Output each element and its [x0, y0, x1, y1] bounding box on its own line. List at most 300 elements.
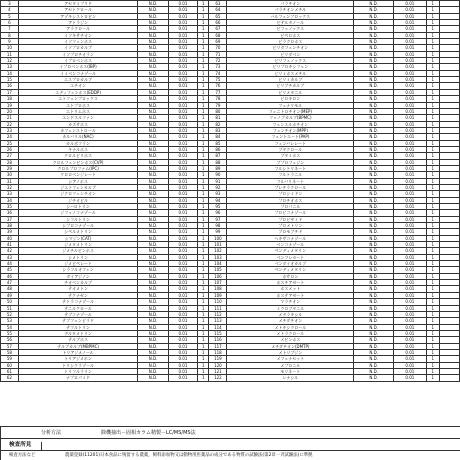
result-value: N.D. [138, 96, 169, 102]
result-value: N.D. [354, 349, 393, 355]
unit-flag: 1 [426, 311, 439, 317]
unit-flag: 1 [198, 134, 209, 140]
result-value: N.D. [138, 299, 169, 305]
compound-name: イプロベンホス [18, 58, 138, 64]
compound-name: クロルピリホス [18, 153, 138, 159]
item-number: 58 [1, 349, 19, 355]
compound-name: メビンホス [227, 337, 354, 343]
unit-flag: 1 [198, 39, 209, 45]
item-number: 38 [1, 223, 19, 229]
compound-name: カフェンストロール [18, 127, 138, 133]
item-number: 34 [1, 197, 19, 203]
result-value: N.D. [354, 368, 393, 374]
result-value: N.D. [354, 191, 393, 197]
result-value: N.D. [354, 356, 393, 362]
compound-name: メタラキシル [227, 311, 354, 317]
result-value: N.D. [354, 153, 393, 159]
compound-name: メチダチオン [227, 318, 354, 324]
result-value: N.D. [354, 134, 393, 140]
compound-name: パラチオン [227, 1, 354, 7]
item-number: 5 [1, 13, 19, 19]
unit-flag: 1 [198, 324, 209, 330]
detection-limit: 0.01 [393, 375, 426, 381]
detection-limit: 0.01 [393, 223, 426, 229]
detection-limit: 0.01 [168, 7, 197, 13]
result-value: N.D. [354, 223, 393, 229]
item-number: 100 [209, 235, 227, 241]
compound-name: フルトラニル [227, 172, 354, 178]
item-number: 88 [209, 159, 227, 165]
result-value: N.D. [354, 318, 393, 324]
detection-limit: 0.01 [393, 77, 426, 83]
item-number: 56 [1, 337, 19, 343]
item-number: 110 [209, 299, 227, 305]
compound-name: ヘキサコナゾール [227, 235, 354, 241]
result-value: N.D. [354, 184, 393, 190]
detection-limit: 0.01 [168, 70, 197, 76]
result-value: N.D. [138, 127, 169, 133]
detection-limit: 0.01 [168, 368, 197, 374]
compound-name: プロピコナゾール [227, 210, 354, 216]
item-number: 71 [209, 51, 227, 57]
unit-flag: 1 [426, 267, 439, 273]
detection-limit: 0.01 [393, 362, 426, 368]
detection-limit: 0.01 [393, 178, 426, 184]
compound-name: クロロベンジレート [18, 172, 138, 178]
item-number: 66 [209, 20, 227, 26]
result-value: N.D. [354, 64, 393, 70]
unit-flag: 1 [426, 261, 439, 267]
item-number: 103 [209, 254, 227, 260]
detection-limit: 0.01 [168, 261, 197, 267]
unit-flag: 1 [198, 58, 209, 64]
compound-name: カズサホス [18, 121, 138, 127]
detection-limit: 0.01 [168, 77, 197, 83]
detection-limit: 0.01 [393, 153, 426, 159]
compound-name: ジエトフェンカルブ [18, 184, 138, 190]
compound-name: メプロニル [227, 362, 354, 368]
compound-name: メトリブジン [227, 349, 354, 355]
compound-name: ブロモブチド [227, 229, 354, 235]
compound-name: メチダチオン(DMTP) [227, 343, 354, 349]
item-number: 106 [209, 273, 227, 279]
unit-flag: 1 [426, 299, 439, 305]
unit-flag: 1 [198, 292, 209, 298]
item-number: 76 [209, 83, 227, 89]
item-number: 112 [209, 311, 227, 317]
item-number: 55 [1, 330, 19, 336]
compound-name: ピラクロホス [227, 39, 354, 45]
unit-flag: 1 [198, 318, 209, 324]
item-number: 40 [1, 235, 19, 241]
result-value: N.D. [138, 7, 169, 13]
detection-limit: 0.01 [393, 121, 426, 127]
compound-name: アラクロール [18, 26, 138, 32]
result-value: N.D. [354, 146, 393, 152]
item-number: 29 [1, 165, 19, 171]
item-number: 75 [209, 77, 227, 83]
detection-limit: 0.01 [393, 165, 426, 171]
compound-name: ホスチアゼート [227, 280, 354, 286]
result-value: N.D. [138, 115, 169, 121]
compound-name: エディフェンホス(EDDP) [18, 89, 138, 95]
detection-limit: 0.01 [168, 311, 197, 317]
item-number: 108 [209, 286, 227, 292]
detection-limit: 0.01 [168, 153, 197, 159]
compound-name: フルバリネート [227, 178, 354, 184]
result-value: N.D. [354, 20, 393, 26]
item-number: 3 [1, 1, 19, 7]
result-value: N.D. [138, 32, 169, 38]
detection-limit: 0.01 [393, 216, 426, 222]
detection-limit: 0.01 [168, 210, 197, 216]
compound-name: ホスメット [227, 286, 354, 292]
compound-name: メトラクロール [227, 330, 354, 336]
compound-name: プロメトリン [227, 223, 354, 229]
detection-limit: 0.01 [393, 89, 426, 95]
unit-flag: 1 [426, 254, 439, 260]
unit-flag: 1 [426, 83, 439, 89]
detection-limit: 0.01 [168, 13, 197, 19]
compound-name: フェンスルホチオン [227, 121, 354, 127]
result-value: N.D. [354, 292, 393, 298]
detection-limit: 0.01 [393, 26, 426, 32]
compound-name: ジフェノコナゾール [18, 210, 138, 216]
compound-name: ピリフェノックス [227, 58, 354, 64]
unit-flag: 1 [426, 26, 439, 32]
unit-flag: 1 [198, 13, 209, 19]
unit-flag: 1 [198, 254, 209, 260]
unit-flag: 1 [426, 305, 439, 311]
result-value: N.D. [138, 140, 169, 146]
result-value: N.D. [138, 356, 169, 362]
unit-flag: 1 [426, 362, 439, 368]
detection-limit: 0.01 [393, 127, 426, 133]
detection-limit: 0.01 [168, 337, 197, 343]
result-value: N.D. [354, 178, 393, 184]
unit-flag: 1 [426, 70, 439, 76]
compound-name: ピリメタニル [227, 89, 354, 95]
unit-flag: 1 [198, 121, 209, 127]
findings-field [41, 442, 460, 450]
detection-limit: 0.01 [168, 197, 197, 203]
item-number: 63 [209, 1, 227, 7]
unit-flag: 1 [198, 223, 209, 229]
compound-name: シフルトリン [18, 216, 138, 222]
item-number: 15 [1, 77, 19, 83]
unit-flag: 1 [198, 299, 209, 305]
result-value: N.D. [354, 102, 393, 108]
result-value: N.D. [138, 77, 169, 83]
unit-flag: 1 [426, 159, 439, 165]
compound-name: フェントエート(PAP) [227, 134, 354, 140]
item-number: 13 [1, 64, 19, 70]
result-value: N.D. [354, 77, 393, 83]
unit-flag: 1 [198, 242, 209, 248]
unit-flag: 1 [426, 248, 439, 254]
item-number: 31 [1, 178, 19, 184]
unit-flag: 1 [198, 127, 209, 133]
result-value: N.D. [138, 58, 169, 64]
item-number: 8 [1, 32, 19, 38]
result-value: N.D. [354, 70, 393, 76]
unit-flag: 1 [198, 191, 209, 197]
compound-name: シメトリン [18, 254, 138, 260]
item-number: 65 [209, 13, 227, 19]
detection-limit: 0.01 [168, 223, 197, 229]
detection-limit: 0.01 [393, 45, 426, 51]
result-value: N.D. [354, 311, 393, 317]
item-number: 92 [209, 184, 227, 190]
compound-name: ピロキロン [227, 96, 354, 102]
item-number: 118 [209, 349, 227, 355]
detection-limit: 0.01 [393, 134, 426, 140]
compound-name: エスプロカルブ [18, 77, 138, 83]
result-value: N.D. [354, 13, 393, 19]
unit-flag: 1 [426, 77, 439, 83]
item-number: 50 [1, 299, 19, 305]
item-number: 102 [209, 248, 227, 254]
item-number: 51 [1, 305, 19, 311]
result-value: N.D. [354, 299, 393, 305]
unit-flag: 1 [198, 356, 209, 362]
result-value: N.D. [138, 261, 169, 267]
result-value: N.D. [354, 96, 393, 102]
detection-limit: 0.01 [168, 273, 197, 279]
result-value: N.D. [138, 254, 169, 260]
unit-flag: 1 [426, 324, 439, 330]
compound-name: ピリダベン [227, 51, 354, 57]
item-number: 19 [1, 102, 19, 108]
unit-flag: 1 [198, 89, 209, 95]
item-number: 99 [209, 229, 227, 235]
unit-flag: 1 [426, 286, 439, 292]
item-number: 119 [209, 356, 227, 362]
unit-flag: 1 [198, 140, 209, 146]
result-value: N.D. [138, 70, 169, 76]
item-number: 96 [209, 210, 227, 216]
unit-flag: 1 [198, 349, 209, 355]
result-value: N.D. [354, 286, 393, 292]
item-number: 32 [1, 184, 19, 190]
compound-name: フェナリモル [227, 102, 354, 108]
unit-flag: 1 [426, 96, 439, 102]
item-number: 7 [1, 26, 19, 32]
compound-name: クロルフェンビンホス(CVP) [18, 159, 138, 165]
findings-label: 検査所見 [9, 442, 32, 448]
detection-limit: 0.01 [393, 197, 426, 203]
compound-name: レナシル [227, 375, 354, 381]
detection-limit: 0.01 [393, 20, 426, 26]
detection-limit: 0.01 [393, 146, 426, 152]
compound-name: ビフェノックス [227, 26, 354, 32]
compound-name: クロルプロファム(IPC) [18, 165, 138, 171]
item-number: 104 [209, 261, 227, 267]
compound-name: シラフルオフェン [18, 267, 138, 273]
detection-limit: 0.01 [393, 13, 426, 19]
result-value: N.D. [138, 178, 169, 184]
result-value: N.D. [138, 153, 169, 159]
unit-flag: 1 [426, 229, 439, 235]
compound-name: カルバリル(NAC) [18, 134, 138, 140]
result-value: N.D. [354, 210, 393, 216]
item-number: 80 [209, 108, 227, 114]
compound-name: ビテルタノール [227, 20, 354, 26]
unit-flag: 1 [198, 184, 209, 190]
compound-name: イミベンコナゾール [18, 70, 138, 76]
result-value: N.D. [138, 324, 169, 330]
unit-flag: 1 [426, 13, 439, 19]
item-number: 57 [1, 343, 19, 349]
compound-name: ベンダイオカルブ [227, 261, 354, 267]
compound-name: ペンディメタリン [227, 267, 354, 273]
item-number: 117 [209, 343, 227, 349]
result-value: N.D. [138, 191, 169, 197]
detection-limit: 0.01 [393, 191, 426, 197]
detection-limit: 0.01 [393, 292, 426, 298]
compound-name: マラチオン [227, 299, 354, 305]
compound-name: トリアジメホン [18, 356, 138, 362]
unit-flag: 1 [198, 20, 209, 26]
unit-flag: 1 [198, 26, 209, 32]
item-number: 37 [1, 216, 19, 222]
compound-name: ピリダフェンチオン [227, 45, 354, 51]
item-number: 44 [1, 261, 19, 267]
detection-limit: 0.01 [393, 96, 426, 102]
result-value: N.D. [354, 83, 393, 89]
detection-limit: 0.01 [393, 299, 426, 305]
item-number: 70 [209, 45, 227, 51]
detection-limit: 0.01 [393, 7, 426, 13]
unit-flag: 1 [198, 51, 209, 57]
item-number: 64 [209, 7, 227, 13]
detection-limit: 0.01 [168, 39, 197, 45]
detection-limit: 0.01 [168, 324, 197, 330]
compound-name: フェンチオン(MPP) [227, 127, 354, 133]
detection-limit: 0.01 [168, 184, 197, 190]
result-value: N.D. [354, 235, 393, 241]
result-value: N.D. [138, 248, 169, 254]
item-number: 10 [1, 45, 19, 51]
unit-flag: 1 [426, 273, 439, 279]
compound-name: シハロトリン [18, 204, 138, 210]
detection-limit: 0.01 [168, 356, 197, 362]
compound-name: シプロコナゾール [18, 223, 138, 229]
result-value: N.D. [354, 121, 393, 127]
result-value: N.D. [138, 267, 169, 273]
compound-name: エチオン [18, 83, 138, 89]
item-number: 67 [209, 26, 227, 32]
detection-limit: 0.01 [393, 70, 426, 76]
compound-name: デルタメトリン [18, 330, 138, 336]
item-number: 23 [1, 127, 19, 133]
unit-flag: 1 [426, 280, 439, 286]
unit-flag: 1 [198, 83, 209, 89]
result-value: N.D. [138, 318, 169, 324]
item-number: 111 [209, 305, 227, 311]
unit-flag: 1 [426, 191, 439, 197]
result-value: N.D. [354, 32, 393, 38]
result-value: N.D. [138, 229, 169, 235]
unit-flag: 1 [198, 32, 209, 38]
result-value: N.D. [354, 108, 393, 114]
item-number: 54 [1, 324, 19, 330]
unit-flag: 1 [198, 368, 209, 374]
unit-flag: 1 [198, 102, 209, 108]
detection-limit: 0.01 [168, 26, 197, 32]
item-number: 87 [209, 153, 227, 159]
result-value: N.D. [354, 337, 393, 343]
item-number: 90 [209, 172, 227, 178]
result-value: N.D. [354, 362, 393, 368]
detection-limit: 0.01 [168, 235, 197, 241]
item-number: 93 [209, 191, 227, 197]
compound-name: メフェナセット [227, 356, 354, 362]
item-number: 95 [209, 204, 227, 210]
detection-limit: 0.01 [393, 159, 426, 165]
detection-limit: 0.01 [393, 324, 426, 330]
compound-name: ベンフレセート [227, 254, 354, 260]
compound-name: ピペロホス [227, 32, 354, 38]
unit-flag: 1 [198, 330, 209, 336]
compound-name: アゾキシストロビン [18, 13, 138, 19]
unit-flag: 1 [198, 273, 209, 279]
detection-limit: 0.01 [168, 267, 197, 273]
unit-flag: 1 [426, 7, 439, 13]
result-value: N.D. [354, 229, 393, 235]
unit-flag: 1 [426, 197, 439, 203]
compound-name: ダイアジノン [18, 273, 138, 279]
compound-name: ベンコナゾール [227, 242, 354, 248]
compound-name: テブコナゾール [18, 311, 138, 317]
compound-name: パラチオンメチル [227, 7, 354, 13]
unit-flag: 1 [426, 121, 439, 127]
detection-limit: 0.01 [168, 343, 197, 349]
detection-limit: 0.01 [393, 280, 426, 286]
compound-name: ピリブチカルブ [227, 83, 354, 89]
item-number: 61 [1, 368, 19, 374]
unit-flag: 1 [426, 337, 439, 343]
item-number: 35 [1, 204, 19, 210]
unit-flag: 1 [426, 375, 439, 381]
item-number: 109 [209, 292, 227, 298]
item-number: 97 [209, 216, 227, 222]
result-value: N.D. [354, 242, 393, 248]
unit-flag: 1 [426, 210, 439, 216]
result-value: N.D. [354, 172, 393, 178]
result-value: N.D. [138, 311, 169, 317]
unit-flag: 1 [198, 96, 209, 102]
unit-flag: 1 [198, 64, 209, 70]
result-value: N.D. [354, 26, 393, 32]
detection-limit: 0.01 [168, 51, 197, 57]
compound-name: イソフェンホス [18, 39, 138, 45]
unit-flag: 1 [426, 115, 439, 121]
compound-name: プロピザミド [227, 216, 354, 222]
unit-flag: 1 [198, 261, 209, 267]
unit-flag: 1 [198, 165, 209, 171]
detection-limit: 0.01 [168, 172, 197, 178]
detection-limit: 0.01 [168, 305, 197, 311]
detection-limit: 0.01 [393, 210, 426, 216]
unit-flag: 1 [426, 102, 439, 108]
result-value: N.D. [138, 210, 169, 216]
unit-flag: 1 [426, 140, 439, 146]
item-number: 86 [209, 146, 227, 152]
detection-limit: 0.01 [168, 108, 197, 114]
unit-flag: 1 [198, 286, 209, 292]
item-number: 12 [1, 58, 19, 64]
